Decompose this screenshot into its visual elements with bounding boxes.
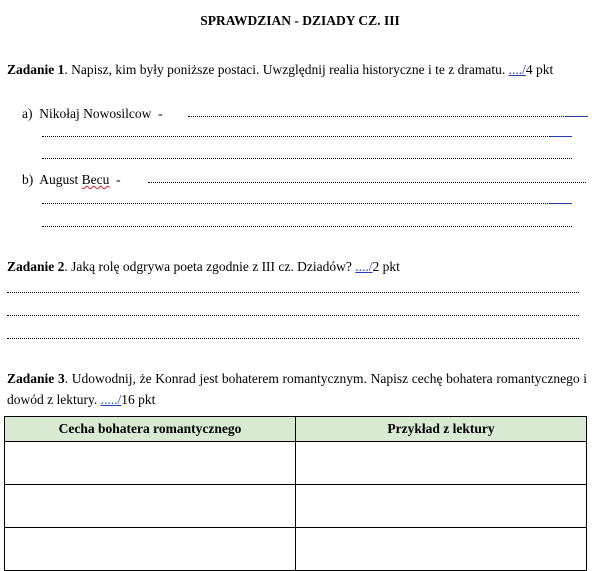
task-1-item-b — [22, 172, 121, 188]
item-b-name-first: August — [39, 172, 82, 187]
answer-line-b1[interactable] — [148, 182, 586, 183]
task-1-points-blank: ..../ — [508, 62, 526, 77]
task-2-points: 2 pkt — [372, 259, 400, 274]
task-1-prompt — [7, 62, 553, 78]
task-1-points: 4 pkt — [525, 62, 554, 77]
table-cell-trait[interactable] — [5, 485, 296, 528]
task-3-points: 16 pkt — [121, 392, 156, 407]
answer-line-a1-tail — [566, 116, 588, 117]
task-3-prompt — [7, 368, 587, 410]
header-trait: Cecha bohatera romantycznego — [5, 417, 296, 442]
answer-line-a3[interactable] — [42, 158, 572, 159]
table-cell-trait[interactable] — [5, 442, 296, 485]
task-3-label: Zadanie 3 — [7, 371, 65, 386]
task-2-prompt — [7, 259, 400, 275]
table-header-row — [5, 417, 587, 442]
table-row — [5, 485, 587, 528]
task-2-label: Zadanie 2 — [7, 259, 65, 274]
answer-line-t2-3[interactable] — [7, 338, 579, 339]
item-b-name-last: Becu — [81, 172, 110, 187]
task-2-points-blank: ..../ — [355, 259, 373, 274]
task-1-label: Zadanie 1 — [7, 62, 65, 77]
answer-line-t2-1[interactable] — [7, 292, 579, 293]
answer-table — [4, 416, 587, 571]
item-a-name: Nikołaj Nowosilcow — [39, 106, 152, 121]
table-cell-example[interactable] — [296, 485, 587, 528]
answer-line-t2-2[interactable] — [7, 315, 579, 316]
item-b-marker: b) — [22, 172, 34, 187]
table-cell-example[interactable] — [296, 442, 587, 485]
item-b-dash: - — [116, 172, 121, 187]
answer-line-a2[interactable] — [42, 136, 550, 137]
header-example: Przykład z lektury — [296, 417, 587, 442]
table-cell-trait[interactable] — [5, 528, 296, 571]
page-title: SPRAWDZIAN - DZIADY CZ. III — [200, 13, 400, 28]
table-cell-example[interactable] — [296, 528, 587, 571]
task-3-points-blank: ...../ — [100, 392, 122, 407]
task-1-text: . Napisz, kim były poniższe postaci. Uwzględnij realia historyczne i te z dramatu. — [64, 62, 509, 77]
answer-line-a1[interactable] — [188, 116, 566, 117]
answer-line-a2-tail — [550, 136, 572, 137]
item-a-dash: - — [158, 106, 163, 121]
task-3-text: . Udowodnij, że Konrad jest bohaterem romantycznym. Napisz cechę bohatera romantycznego i dowód z lektury. — [7, 371, 588, 407]
item-a-marker: a) — [22, 106, 33, 121]
task-1-item-a — [22, 106, 163, 122]
task-2-text: . Jaką rolę odgrywa poeta zgodnie z III cz. Dziadów? — [64, 259, 356, 274]
answer-line-b2-tail — [550, 203, 572, 204]
table-row — [5, 528, 587, 571]
answer-line-b2[interactable] — [42, 203, 550, 204]
table-row — [5, 442, 587, 485]
answer-line-b3[interactable] — [42, 226, 572, 227]
